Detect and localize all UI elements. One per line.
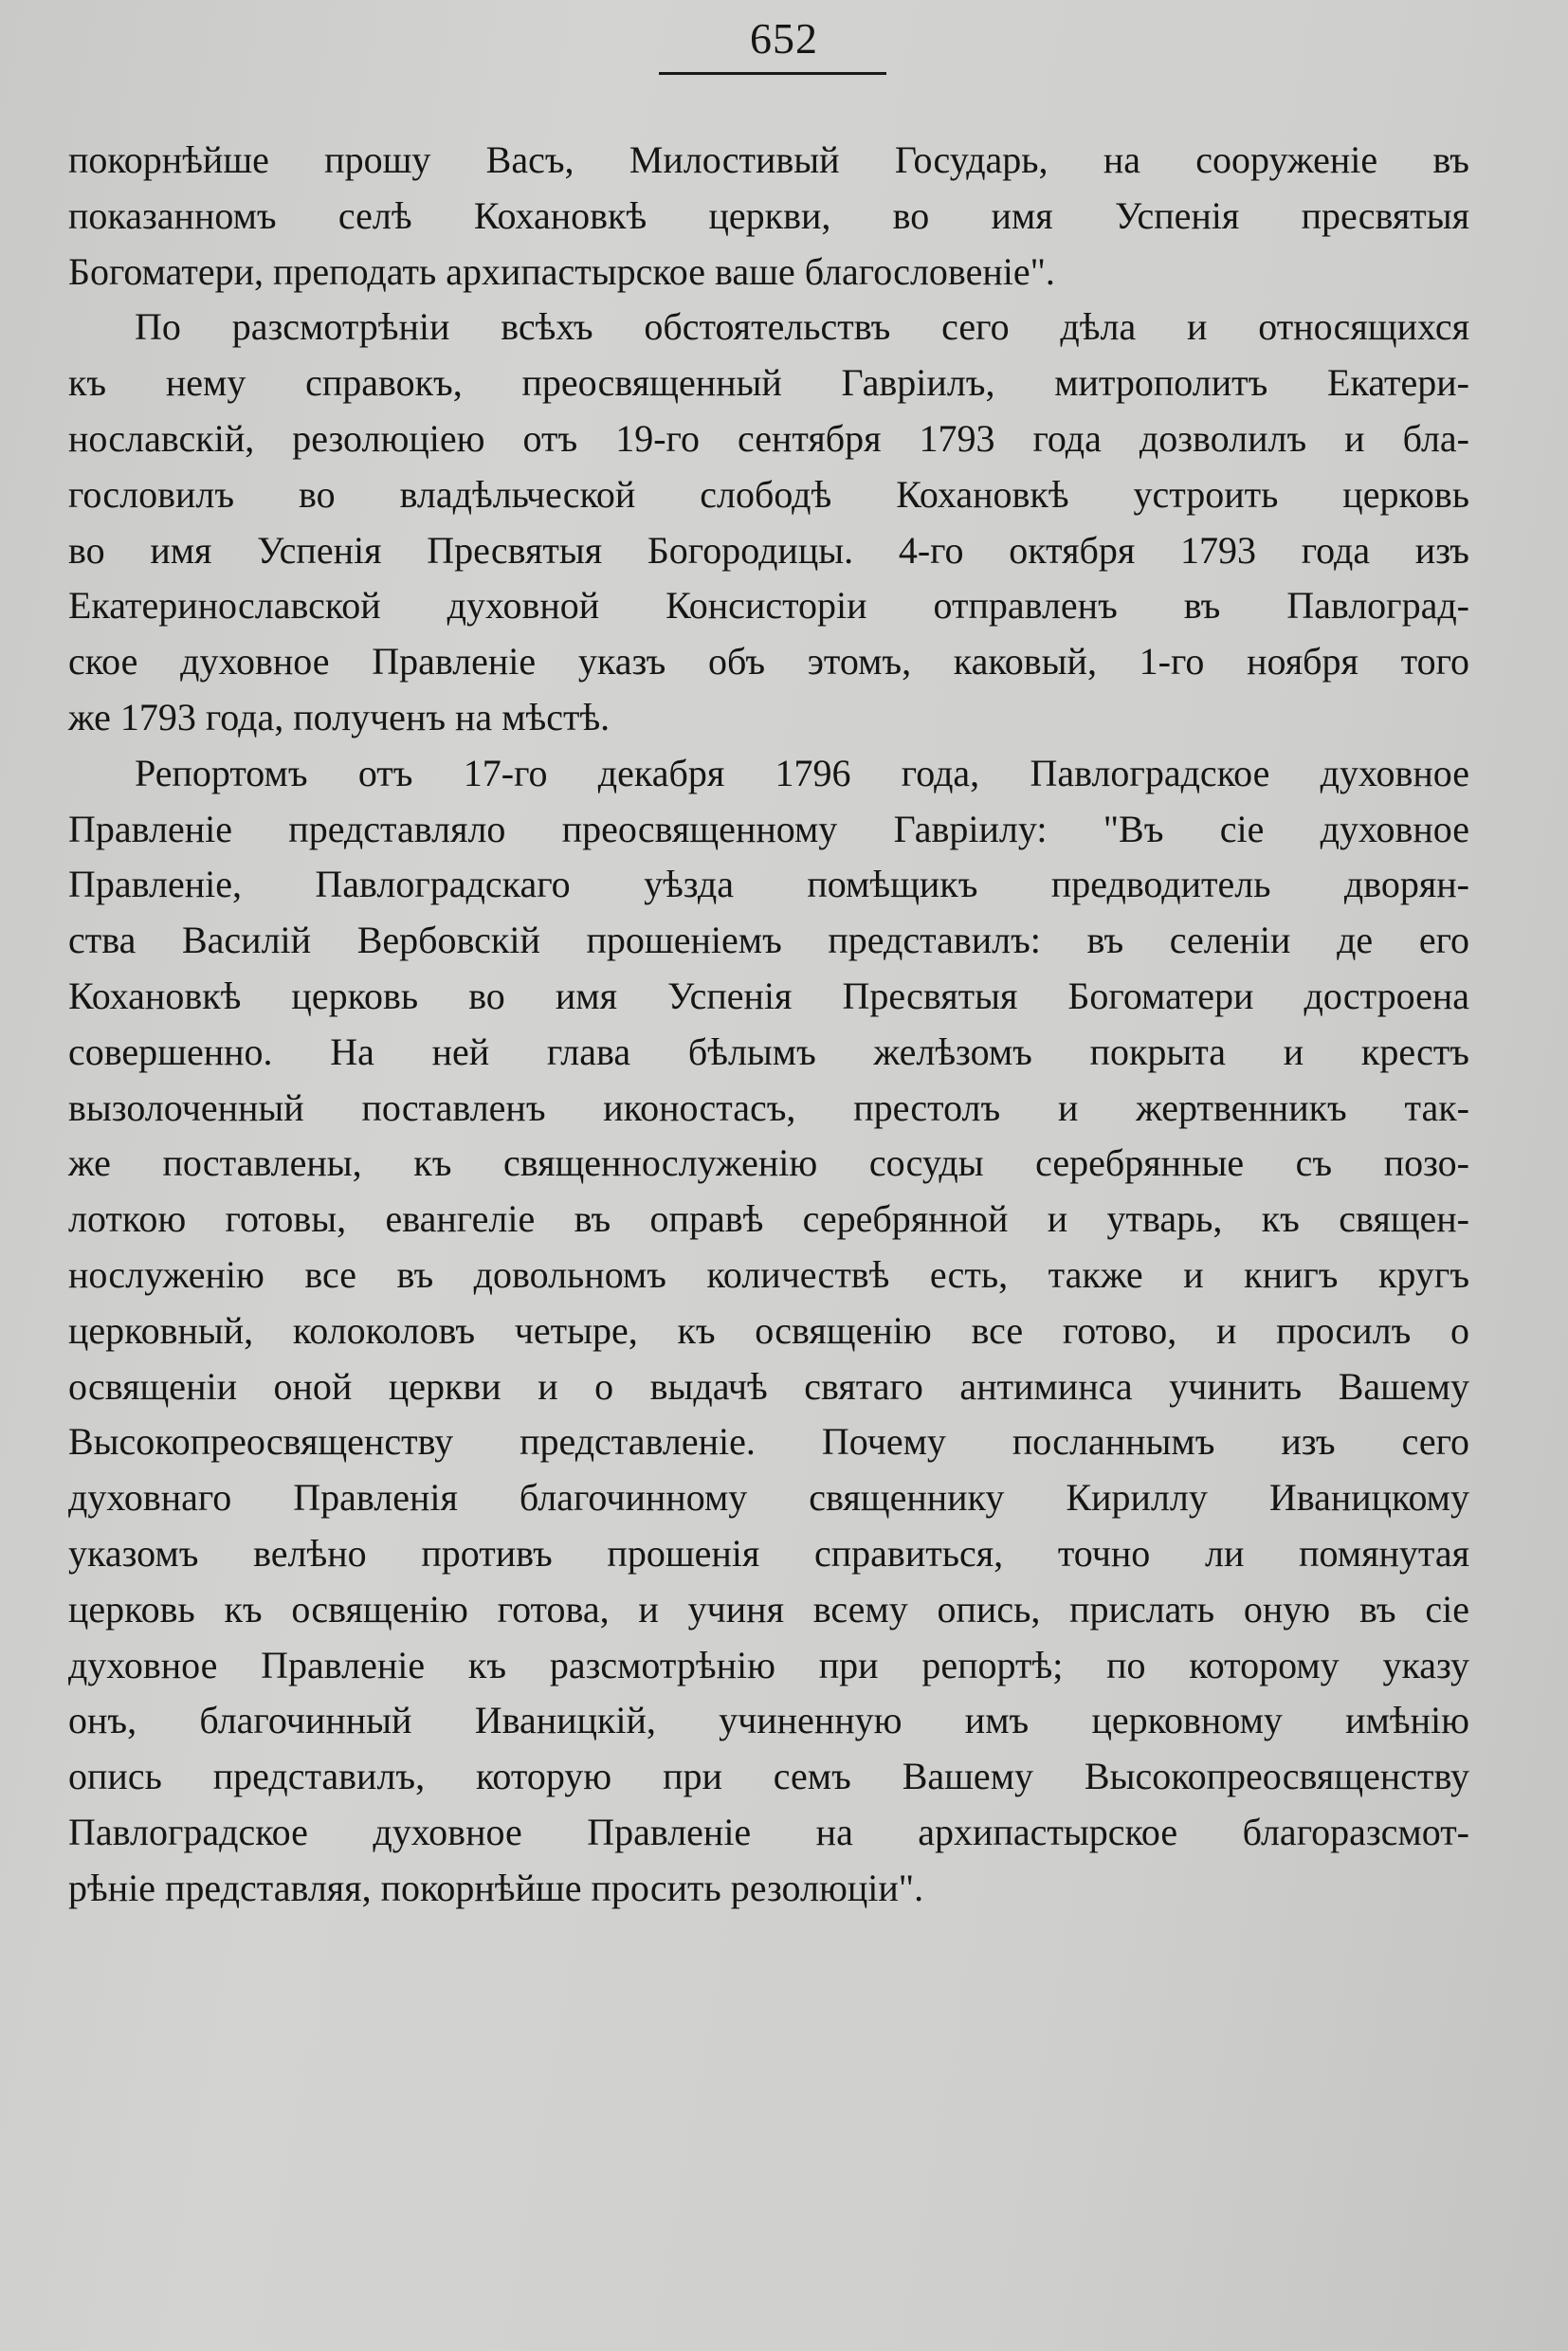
text-line: во имя Успенія Пресвятыя Богородицы. 4-го октября 1793 года изъ <box>68 528 1469 572</box>
text-line: духовное Правленіе къ разсмотрѣнію при репортѣ; по которому указу <box>68 1643 1469 1686</box>
text-line: Высокопреосвященству представленіе. Почему посланнымъ изъ сего <box>68 1420 1469 1464</box>
text-line: нослуженію все въ довольномъ количествѣ есть, также и книгъ кругъ <box>68 1252 1469 1296</box>
text-line: показанномъ селѣ Кохановкѣ церкви, во имя Успенія пресвятыя <box>68 193 1469 237</box>
text-line: ства Василій Вербовскій прошеніемъ представилъ: въ селеніи де его <box>68 919 1469 962</box>
body-text <box>68 133 1469 1917</box>
text-line: церковный, колоколовъ четыре, къ освященію все готово, и просилъ о <box>68 1308 1469 1352</box>
text-line: Кохановкѣ церковь во имя Успенія Пресвятыя Богоматери достроена <box>68 974 1469 1017</box>
text-line: Екатеринославской духовной Консисторіи отправленъ въ Павлоград- <box>68 584 1469 628</box>
text-line: къ нему справокъ, преосвященный Гавріилъ, митрополитъ Екатери- <box>68 361 1469 405</box>
text-line: покорнѣйше прошу Васъ, Милостивый Государь, на сооруженіе въ <box>68 138 1469 181</box>
text-line: Правленіе представляло преосвященному Гавріилу: "Въ сіе духовное <box>68 807 1469 850</box>
text-line: По разсмотрѣніи всѣхъ обстоятельствъ сего дѣла и относящихся <box>135 305 1469 349</box>
text-line: Павлоградское духовное Правленіе на архипастырское благоразсмот- <box>68 1810 1469 1853</box>
text-line: рѣніе представляя, покорнѣйше просить резолюціи". <box>68 1866 924 1909</box>
text-line: освященіи оной церкви и о выдачѣ святаго антиминса учинить Вашему <box>68 1364 1469 1408</box>
text-line: лоткою готовы, евангеліе въ оправѣ серебрянной и утварь, къ священ- <box>68 1197 1469 1241</box>
text-line: указомъ велѣно противъ прошенія справиться, точно ли помянутая <box>68 1531 1469 1575</box>
text-line: Репортомъ отъ 17-го декабря 1796 года, Павлоградское духовное <box>135 751 1469 794</box>
text-line: церковь къ освященію готова, и учиня всему опись, прислать оную въ сіе <box>68 1587 1469 1631</box>
text-line: вызолоченный поставленъ иконостасъ, престолъ и жертвенникъ так- <box>68 1085 1469 1129</box>
text-line: гословилъ во владѣльческой слободѣ Кохановкѣ устроить церковь <box>68 472 1469 516</box>
text-line: нославскій, резолюціею отъ 19-го сентября 1793 года дозволилъ и бла- <box>68 416 1469 460</box>
text-line: Правленіе, Павлоградскаго уѣзда помѣщикъ предводитель дворян- <box>68 863 1469 906</box>
text-line: же поставлены, къ священнослуженію сосуды серебрянные съ позо- <box>68 1141 1469 1185</box>
text-line: опись представилъ, которую при семъ Вашему Высокопреосвященству <box>68 1755 1469 1798</box>
page-number: 652 <box>750 14 818 63</box>
text-line: совершенно. На ней глава бѣлымъ желѣзомъ покрыта и крестъ <box>68 1030 1469 1073</box>
text-line: духовнаго Правленія благочинному священнику Кириллу Иваницкому <box>68 1476 1469 1520</box>
text-line: Богоматери, преподать архипастырское ваше благословеніе". <box>68 249 1055 293</box>
page-number-rule <box>659 72 886 75</box>
text-line: ское духовное Правленіе указъ объ этомъ, каковый, 1-го ноября того <box>68 640 1469 683</box>
text-line: же 1793 года, полученъ на мѣстѣ. <box>68 695 611 738</box>
text-line: онъ, благочинный Иваницкій, учиненную имъ церковному имѣнію <box>68 1699 1469 1742</box>
